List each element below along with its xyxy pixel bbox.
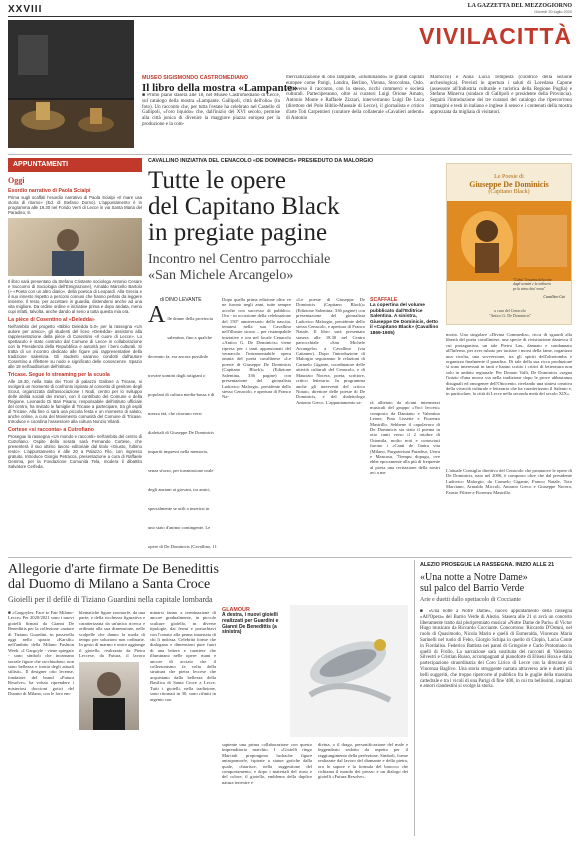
alezio-kicker-place: ALEZIO: [420, 562, 440, 568]
book-caption: [370, 297, 440, 337]
event-text: Alle 18.30, nella Sala dei Troni di palazzo Gallone a Tricase, si svolgerà un momento di confronto ispirato al concetto di genitore degli Scout, organizzata dall'associazione I Nodi, centro per lo sviluppo delle abilità sociali dei minori, con il contributo del Comune e della Regione. Leonardo Di Bari Pisano, responsabile dell'istituto ufficiale del centro, ha invitato le famiglie di Tricase a partecipare, tra gli ospiti di Tricase. Alla fine ci sarà una piccola festa e un momento di saluto, anche online, a cura del Movimento comunità del Comune di Tricase. Introduce e coordina l'assessore alla cultura Nunzio Vilardi.: [8, 379, 142, 424]
book-cover: [446, 163, 572, 325]
page-number: XXVIII: [8, 4, 43, 15]
event-text: Prima sugli scaffali l'esordio narrativo di Paola Scialpi «Il mare usa storia di ritorno» (Ed. di Stefano Dorno). L'appuntamento è in programma alle 19.30 nel Fondo Verri di Lecce in via Santa Maria del Paradiso, 8.: [8, 195, 142, 215]
article-col-4: rà allietato da alcuni intermezzi musicali del gruppo «Voci leccesi» composto da Damiano e Valentino Leone, Pino Lissette e Fiorenzo Mastrillo. Sebbene il capolavoro di De Dominicis sia stato il poema in otto canti verso il 2 ottobre di Ottomila, molto noti e conosciuti furono i «Canti de l'autra vita (Milano, Purgatorium Paradiso, Uerra e Mancasu, 'Tiempu dopugu, ove ebbe epocamente alla più di frequente al poeta una recitazione della nostri avi a me: [370, 400, 440, 476]
jewel-col-1: ■ «Gargoyles: Face to Fair Milano-Lecce» Per 2020/2021 sono i nuovi gioielli firmati da Gianni De Benedittis per la collezione «nature di Tiziano Guardini, in passerella oggi nello spazio «Karsfit» nell'ambito della Milano Fashion Week. «I Gargoyle - viene spiegato - sono simboli che incarnano sacrale figure che racchiudono, non sono bellezza e ironia degli attuali stilisti». Il designer otto lecense, fondatore del brand «Futura Resolve», ha voluto riprendere i misteriosi doccioni gotici del Duomo di Milano, con le loro em-: [8, 610, 74, 697]
newspaper-name: LA GAZZETTA DEL MEZZOGIORNO: [467, 3, 572, 9]
jewel-col-2: blematiche figure zoomorfe, da una parte; e della ricchezza figurativa e caratterizzata da un'unica ricerca e ordinata alla sua dimensione, nelle scalpelle che danno la moda di tempo per soluzioni non ordinarie. In gesto di marmo e onice aggiunge il gioiello, realizzato da Pietra Leccese, da Futura, il lavoro: [79, 610, 145, 659]
headline-line: del Capitano Black: [148, 193, 340, 220]
alezio-headline-line: sul palco del Barrio Verde: [420, 583, 525, 594]
article-deck: [148, 252, 448, 283]
event-title: La pièce di Cosentino al «Deledda»: [8, 317, 95, 323]
section-banner: VIVILACITTÀ: [419, 23, 572, 49]
article-byline: di DINO LEVANTE: [160, 297, 202, 303]
event-text: Il libro sarà presentato da Stefano Cristante sociologo Antonio Cesare e Succomo di Sociologia dell'Emigrazione), Arnaldo Marcello Bartolo (» «Poeta con un altro diario». della poetica di Leopardi. Alla Grecia e il suo innesto rispetto a percorsi comuni che hanno perlato da leggere insieme. Il resto, per accettare in guardia, distendersi anche ad una vita migliore. Da ordine ordine e iniziative prima e dopo andata, meno cupi infatti, talvolta, anche dando al seno a tutta questa mia ora.: [8, 279, 142, 314]
issue-date: Giovedì 30 luglio 2020: [534, 10, 572, 14]
deck-line: «San Michele Arcangelo»: [148, 267, 294, 283]
jewel-col-3: minarsi fanno a terminazione di ancore gradualmente, in piccole sculture gioiello, in diverse tipologie, dai fermi e portachiavi con l'ornato alla penna intarsiata di chi li indossa. Celebrità forme che dialogano e dimensioni pure fuori di una lettera e carattere che illuminano nelle opere: mani e ancore di acciaio che il collezionismo fa volta della struttura che pietra leccese che acquistano dalla bellezza della Basilica di Santa Croce a Lecce. Tutti i gioielli, nella tradizione, sono ritornati in 30, sono rifiniti in argento con: [150, 610, 216, 702]
alezio-kicker: [420, 562, 572, 568]
alezio-deck: Arie e duetti dallo spettacolo di Cocciante: [420, 597, 521, 603]
book-title-line: (Capitano Black): [488, 189, 530, 195]
alezio-headline: [420, 572, 572, 594]
designer-portrait: [79, 662, 139, 730]
section-divider-1: [8, 154, 572, 155]
jewel-deck: Gioielli per il defilè di Tiziano Guardini nella capitale lombarda: [8, 595, 213, 604]
alezio-text: ■ «Una notte a Notre Dame», nuovo appuntamento della rassegna «All'Opera» del Barrio Verde di Alezio. Stasera alle 21 si avrà un concerto liberamente tratto dal pluripremiato musical «Notre Dame de Paris» di Victor Hugo musicato da Riccardo Cocciante. Concorrono: Riccardo D'Ostuni, nel ruolo di Quasimodo, Nicola Marin e quelli di Esmeralda, Vincenzo Maria Sarinelli nel ruolo di Febo, Giorgio Schipa in quello di Clopin, Lucia Conte in Fiordaliso. Federico Battista nei panni di Gringoire e Carlo Protomano in quelli di Frollo. La narrazione sarà sostituita dei racconti di Valentino Silvestri e Cristian Russo, accompagnati al pianoforte di Eliseni Hoxa e dalla partecipazione straordinaria dei Coro Lirico di Lecce con la direzione di Vincenza Baglivo. Una storia struggente narrata attraverso arie e duetti più belli suggeriti, che troppo ripercorre al pubblico fra le guglie della massima cattedrale e tra i vicoli di una Parigi di fine '400, in cui tra bellissimi, inspirati e amori clandestini si svolge la storia.: [420, 609, 572, 690]
jewel-col-4: sapiente una prima collaborazione con questo imprenditorio marchio. I «Gioielli ringo Marciali propongono luchache figure antropomorfe, ispirate a statue gotiche dalla quale, chiarisce, nella suggestione del comportamento, e dopo i materiali del riuso e del colore, il gioiello, emblema della duplice natura terrestre e: [222, 742, 312, 785]
article-col-2: Dopo quella prima edizione oltre ve ne furono negli anni, tutte sempre accolte con successo di pubblico. Ora - in occasione della celebrazione del 150° anniversario della nascita, tenutesi nella sua Cavallino nell'illustre sicuro – per ristampabile iniziative e ora nel locale Cenacolo «Antico G. De Dominicis» viene ripresa per i tanti appassionati del vernacolo l'intramontabile opera omnia del poeta cavallinese «Le poesie di Giuseppe De Dominicis (Capitano Black)» (Edizione Salentina, 336 pagine) con presentazione del giornalista Ludovico Malorgio, presidente dello stesso Cenacolo, e apertura di Franco Na-: [222, 297, 291, 400]
museum-title: Il libro della mostra «Lampante»: [142, 82, 298, 94]
book-title-line: Le Poesie di: [494, 174, 524, 180]
event-title: Tricase. Segue lo streaming per la scuola: [8, 372, 110, 378]
jewel-caption-title: GLAMOUR: [222, 607, 250, 613]
caption-text: La copertina del volume pubblicato dall'Editrice Salentina. A sinistra, Giuseppe De Dominicis, detto il «Capitano Black» (Cavallino 1869-1905): [370, 303, 439, 336]
today-label: Oggi: [8, 176, 25, 185]
jewel-photo: [290, 605, 408, 737]
museum-col-3: Marrocco) e Anna Lucia Tempesta (curatrice della sezione archeologica). Previsti in apertura i saluti di Loredana Capone (assessore all'Industria culturale e turistica della Regione Puglia) e Stefano Minerva (sindaco di Gallipoli e presidente della Provincia). Seguirà l'introduzione dei tre curatori del catalogo che ripercorrono immagini e testi in italiano e inglese il senso e i contenuti della mostra apprezzata da migliaia di visitatori.: [430, 75, 572, 115]
book-title-line: Giuseppe De Dominicis: [469, 180, 549, 189]
article-text: lle donne della provincia salentina, fino a qualche decennio fa, era ancora possibile trovare uomini dagli artigiani o popolani di cultura media-bassa e di mezza età, che citavano versi dialettali di Giuseppe De Dominicis impariti impressi nella memoria, senza sforzo, per trasmissione orale degli anziani ai giovani, tra amici, specialmente se utili a inserirsi in uno stato d'animo contingente. Le opere di De Dominicis (Cavallino, 11: [148, 316, 217, 549]
article-col-6: L'attuale Consiglio direttivo del Cenacolo che promuove le opere di De Dominicis, nato nel 2006, è composto oltre che dal presidente Ludovico Malorgio, da Carmelo Gigante, Franco Natale, Toto Marciano, Armaldo Miccoli, Antonio Greco e Giuseppe Nocera, Fausto Filiere e Fiorenzo Mastrillo.: [446, 468, 572, 495]
jewel-caption-text: A destra, i nuovi gioielli realizzati per Guardini e Gianni De Benedittis (a sinistra): [222, 612, 279, 636]
alezio-headline-line: «Una notte a Notre Dame»: [420, 572, 528, 583]
museum-col-2: mercializzazione di olio lampante, «illuminando» le grandi capitali europee come Parigi, Londra, Berlino, Vienna, Stoccolma, Oslo. Attraverso il racconto, con lo stesso, ricchi commerci e società culturali. Parteciperanno, oltre ai curatori Luigi Orione Amato, Antonio Monte e Raffaele Zizzari, interverranno Luigi De Luca (direttore del Polo Biblio-Museale di Lecce), il giornalista e critico d'arte Toti Carpentieri (curatore della collaterale «Cavalieri ardenti» di Antonio: [286, 75, 424, 121]
museum-photo: [8, 20, 134, 148]
article-col-5: moria. Una singolare «Divina Commedia», ricca di sguardi alla libertà del poeta cavalliniese, una specie di rivisitazione dantesca il cui protagonista, un tale Pietru Lau, dannato e condannato all'Inferno, per aver rubato per tacitare i morsi della fame, organizza una rivolta, una sovversione, tra gli spiriti dell'oltretomba e organizza finalmente il paradiso. Di tale della sua ricca produzione si sono interessati in tanti e hanno scritto i critici di letteratura non solo in ambito regionale. Per Donato Valli, De Dominicis «segna l'inizio d'una nuova via nella tradizione dopo le prove abbastanza disuguali ed omogenee dell'Ottocento, rivelando una sintesi creativa della vivacità culturale e letteraria che ha caratterizzato il Salento e, in particolare, la città di Lecce nella seconda metà del secolo XIX».: [446, 332, 572, 397]
jewel-col-5: divina, o il drago, personificazione del male e leggendario sedotto da aspetto per il raggiungimento della perfezione. Simboli, forme realizzate dal lavoro del diamante e della pietra, ora lo sapore e la formula del barocco che richiama il mondo dei prezzo e un dialogo dei gioielli «Futura Resolve».: [318, 742, 408, 780]
appointments-sidebar: [8, 176, 142, 554]
book-footer: [447, 308, 572, 318]
headline-line: Tutte le opere: [148, 167, 286, 194]
header-rule: [8, 16, 572, 17]
jewel-headline: [8, 562, 408, 592]
event-title: Cortese «si racconta» a Cutrofiano: [8, 427, 94, 433]
article-kicker-place: CAVALLINO: [148, 158, 179, 164]
headline-line: in pregiate pagine: [148, 219, 328, 246]
event-text: Nell'ambito del progetto «Biblio Deledda 5.0» per la rassegna «Un autore per amico», gli studenti del liceo «Deledda» assistono alla rappresentazione della pièce di Cosentino «Il cuore di Lecce». Lo spettacolo è stato costruito dal Comune di Lecce in collaborazione con la Presidenza della Repubblica e autorità per i beni culturali. Si tratta di un incontro dedicato alle figure più rappresentative della tradizione salentina. Gli studenti saranno condotti dall'autore Cosentino a riflettere su nodo e significato delle conoscenze. Spazio alle 18 nell'auditorium dell'istituto.: [8, 324, 142, 369]
event-text: Prosegue la rassegna «Un mondo e racconti» nell'ambito del centro di Cutrofiano. Ospite della serata sarà Fernando Cortese, che presenterà il suo ultimo lavoro editoriale dal titolo «Giusto, l'ultimo resto». L'appuntamento è alle 20 a Palazzo Filo, con ingresso gratuito. Introduce Giorgio Petracca, presentazione a cura di Raffaele Gemma, per la Fondazione Comunità Tela, modera il dibattito Salvatore Cerfeda.: [8, 434, 142, 469]
museum-kicker: MUSEO SIGISMONDO CASTROMEDIANO: [142, 75, 249, 81]
article-kicker: [148, 158, 468, 164]
deck-line: Incontro nel Centro parrocchiale: [148, 252, 331, 267]
jewel-headline-line: dal Duomo di Milano a Santa Croce: [8, 577, 211, 592]
article-col-1: [148, 305, 217, 549]
jewel-headline-line: Allegorie d'arte firmate De Benedittis: [8, 562, 219, 577]
article-col-3: «Le poesie di Giuseppe De Dominicis (Capitano Black)» (Edizione Salentina, 336 pagine) con presentazione del giornalista Ludovico Malorgio, presidente dello stesso Cenacolo, e apertura di Franco Natale. Il libro sarà presentato stasera alle 18.30 nel Centro parrocchiale «San Michele Arcangelo» a Cavallino (via Cattaneo). Dopo l'introduzione di Malorgio seguiranno le relazioni di Carmelo Gigante, coordinatore delle attività culturali del Cenacolo, e di Maurizio Nocera, poeta, scrittore, critico letterario. In programma anche gli interventi del critico Notaio, direttore delle poesie di De Dominicis, e del dialettologo Antonio Greco. L'appuntamento sa-: [296, 297, 365, 405]
book-quote: "Cchiu' l'essenza delu core dagli uomini e la ordinera pe lu simu chiu' nonu": [513, 278, 552, 291]
drop-cap: A: [148, 305, 166, 328]
museum-col-1: ■ Primo piano stasera alle 18, nel Museo Castromediano di Lecce, sul catalogo della mostra «Lampante. Gallipoli, città dell'olio» (in foto). Un racconto che, per tutta l'estate ha celebrato nel Castello di Gallipoli, «l'oro liquido» che, dall'inizio del XVI secolo, permise alla città jonica di divenire la maggiore piazza europea per la produzione e la com-: [142, 93, 280, 127]
book-cover-art: [447, 201, 572, 281]
book-quote-author: Cavallino Gai: [543, 295, 565, 299]
caption-title: SCAFFALE: [370, 297, 398, 303]
event-title: Esordio narrativo di Paola Scialpi: [8, 188, 91, 194]
appointments-header: APPUNTAMENTI: [8, 158, 142, 172]
column-divider: [414, 560, 415, 836]
book-footer-line: a cura del Cenacolo: [494, 308, 526, 313]
article-kicker-text: INIZIATIVA DEL CENACOLO «DE DOMINICIS» PRESIEDUTO DA MALORGIO: [180, 158, 374, 164]
article-headline: [148, 168, 468, 246]
alezio-kicker-text: PROSEGUE LA RASSEGNA. INIZIO ALLE 21: [441, 562, 555, 568]
event-photo: [8, 218, 142, 276]
book-footer-line: "Antico G. De Dominicis": [488, 313, 532, 318]
jewel-caption: [222, 607, 286, 636]
section-divider-2: [8, 557, 572, 558]
